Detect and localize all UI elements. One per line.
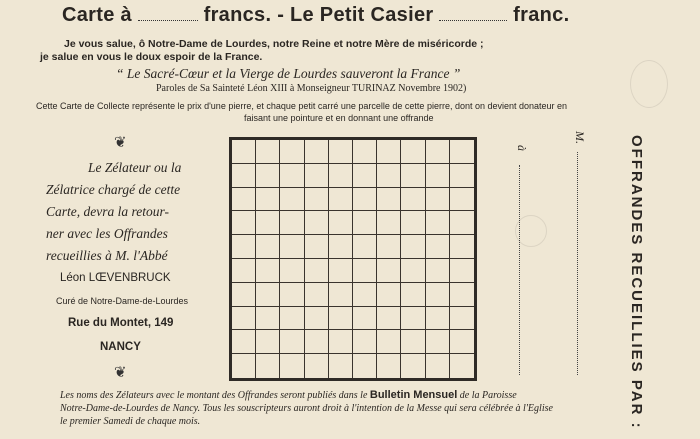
grid-cell: [256, 307, 280, 331]
footer-line-2: Notre-Dame-de-Lourdes de Nancy. Tous les souscripteurs auront droit à l'intention de la Messe qui sera célébrée à l'Eglise: [60, 403, 553, 414]
pencil-mark: [515, 215, 547, 247]
grid-cell: [377, 235, 401, 259]
grid-cell: [353, 259, 377, 283]
grid-cell: [377, 354, 401, 378]
grid-cell: [377, 283, 401, 307]
card-title: [62, 4, 569, 27]
left-line-4: ner avec les Offrandes: [46, 226, 168, 241]
price-blank-2: [439, 6, 507, 21]
grid-cell: [305, 259, 329, 283]
grid-cell: [426, 211, 450, 235]
title-part4: franc.: [513, 4, 570, 26]
grid-cell: [280, 140, 304, 164]
grid-cell: [280, 283, 304, 307]
fleuron-ornament-icon: ❦: [114, 363, 127, 381]
grid-cell: [232, 211, 256, 235]
price-blank-1: [138, 6, 198, 21]
title-part1: Carte à: [62, 4, 132, 26]
explanation-line-1: Cette Carte de Collecte représente le prix d'une pierre, et chaque petit carré une parcelle de cette pierre, dont on devient donateur en: [36, 101, 568, 111]
footer-line-3: le premier Samedi de chaque mois.: [60, 416, 201, 427]
grid-cell: [305, 140, 329, 164]
grid-cell: [426, 235, 450, 259]
grid-cell: [280, 211, 304, 235]
grid-cell: [305, 211, 329, 235]
abbe-role: Curé de Notre-Dame-de-Lourdes: [56, 296, 189, 306]
left-line-2: Zélatrice chargé de cette: [46, 182, 181, 197]
grid-cell: [450, 211, 474, 235]
pencil-mark: [630, 60, 668, 108]
abbe-city: NANCY: [100, 341, 141, 353]
grid-cell: [377, 307, 401, 331]
grid-cell: [353, 140, 377, 164]
grid-cell: [232, 354, 256, 378]
grid-cell: [353, 235, 377, 259]
grid-cell: [329, 235, 353, 259]
offrandes-recueillies-label: OFFRANDES RECUEILLIES PAR :: [628, 135, 645, 430]
label-m: M.: [573, 131, 587, 144]
grid-cell: [305, 188, 329, 212]
grid-cell: [232, 164, 256, 188]
grid-cell: [426, 307, 450, 331]
grid-cell: [280, 307, 304, 331]
grid-cell: [329, 354, 353, 378]
abbe-street: Rue du Montet, 149: [68, 317, 174, 329]
grid-cell: [450, 330, 474, 354]
grid-cell: [256, 259, 280, 283]
grid-cell: [401, 259, 425, 283]
explanation-line-2: faisant une pointure et en donnant une offrande: [244, 113, 434, 123]
grid-cell: [401, 140, 425, 164]
grid-cell: [256, 140, 280, 164]
grid-cell: [353, 330, 377, 354]
grid-cell: [329, 164, 353, 188]
grid-cell: [450, 235, 474, 259]
grid-cell: [353, 283, 377, 307]
grid-cell: [280, 188, 304, 212]
grid-cell: [426, 259, 450, 283]
grid-cell: [329, 188, 353, 212]
grid-cell: [426, 188, 450, 212]
grid-cell: [377, 140, 401, 164]
footer-text-1: Les noms des Zélateurs avec le montant des Offrandes seront publiés dans le: [60, 390, 368, 401]
attribution: Paroles de Sa Sainteté Léon XIII à Monseigneur TURINAZ Novembre 1902): [156, 83, 467, 94]
grid-cell: [450, 283, 474, 307]
grid-cell: [280, 330, 304, 354]
grid-cell: [305, 354, 329, 378]
grid-cell: [329, 283, 353, 307]
grid-cell: [450, 164, 474, 188]
left-line-1: Le Zélateur ou la: [88, 160, 182, 175]
grid-cell: [426, 164, 450, 188]
grid-cell: [256, 354, 280, 378]
grid-cell: [256, 330, 280, 354]
left-line-5: recueillies à M. l'Abbé: [46, 248, 168, 263]
footer-note: [60, 389, 680, 428]
grid-cell: [401, 164, 425, 188]
grid-cell: [450, 354, 474, 378]
grid-cell: [377, 188, 401, 212]
grid-cell: [329, 211, 353, 235]
intro-line-2: je salue en vous le doux espoir de la France.: [40, 51, 263, 63]
footer-bulletin: Bulletin Mensuel: [369, 389, 458, 401]
grid-cell: [305, 330, 329, 354]
title-part2: francs.: [203, 4, 272, 26]
grid-cell: [450, 140, 474, 164]
grid-cell: [232, 283, 256, 307]
grid-cell: [401, 235, 425, 259]
grid-cell: [280, 164, 304, 188]
grid-cell: [426, 354, 450, 378]
intro-line-1: Je vous salue, ô Notre-Dame de Lourdes, notre Reine et notre Mère de miséricorde ;: [64, 38, 484, 50]
grid-cell: [232, 330, 256, 354]
footer-text-2: de la Paroisse: [459, 390, 517, 401]
grid-cell: [232, 307, 256, 331]
grid-cell: [426, 330, 450, 354]
grid-cell: [305, 307, 329, 331]
fleuron-ornament-icon: ❦: [114, 133, 127, 151]
grid-cell: [377, 259, 401, 283]
grid-cell: [450, 259, 474, 283]
grid-cell: [426, 140, 450, 164]
grid-cell: [305, 235, 329, 259]
grid-cell: [256, 188, 280, 212]
grid-cell: [401, 354, 425, 378]
grid-cell: [280, 354, 304, 378]
grid-cell: [377, 330, 401, 354]
quote: “ Le Sacré-Cœur et la Vierge de Lourdes sauveront la France ”: [116, 66, 461, 81]
dotted-line-m: [577, 152, 578, 375]
grid-cell: [256, 283, 280, 307]
grid-cell: [256, 235, 280, 259]
grid-cell: [280, 235, 304, 259]
grid-cell: [353, 211, 377, 235]
grid-cell: [353, 307, 377, 331]
grid-cell: [329, 307, 353, 331]
grid-cell: [426, 283, 450, 307]
grid-cell: [232, 188, 256, 212]
grid-cell: [329, 140, 353, 164]
grid-cell: [401, 283, 425, 307]
dotted-line-a: [519, 165, 520, 375]
grid-cell: [401, 188, 425, 212]
grid-cell: [280, 259, 304, 283]
grid-cell: [305, 164, 329, 188]
grid-cell: [329, 330, 353, 354]
grid-cell: [305, 283, 329, 307]
grid-cell: [232, 140, 256, 164]
grid-cell: [353, 188, 377, 212]
grid-cell: [401, 330, 425, 354]
contribution-grid: [229, 137, 477, 381]
grid-cell: [353, 354, 377, 378]
grid-cell: [256, 211, 280, 235]
grid-cell: [377, 164, 401, 188]
label-a: à: [515, 145, 529, 151]
grid-cell: [329, 259, 353, 283]
title-part3: - Le Petit Casier: [277, 4, 434, 26]
grid-cell: [353, 164, 377, 188]
grid-cell: [450, 307, 474, 331]
grid-cell: [232, 235, 256, 259]
grid-cell: [377, 211, 401, 235]
grid-cell: [256, 164, 280, 188]
grid-cell: [401, 307, 425, 331]
grid-cell: [232, 259, 256, 283]
grid-cell: [450, 188, 474, 212]
grid-cell: [401, 211, 425, 235]
abbe-name: Léon LŒVENBRUCK: [60, 272, 171, 284]
left-line-3: Carte, devra la retour-: [46, 204, 169, 219]
